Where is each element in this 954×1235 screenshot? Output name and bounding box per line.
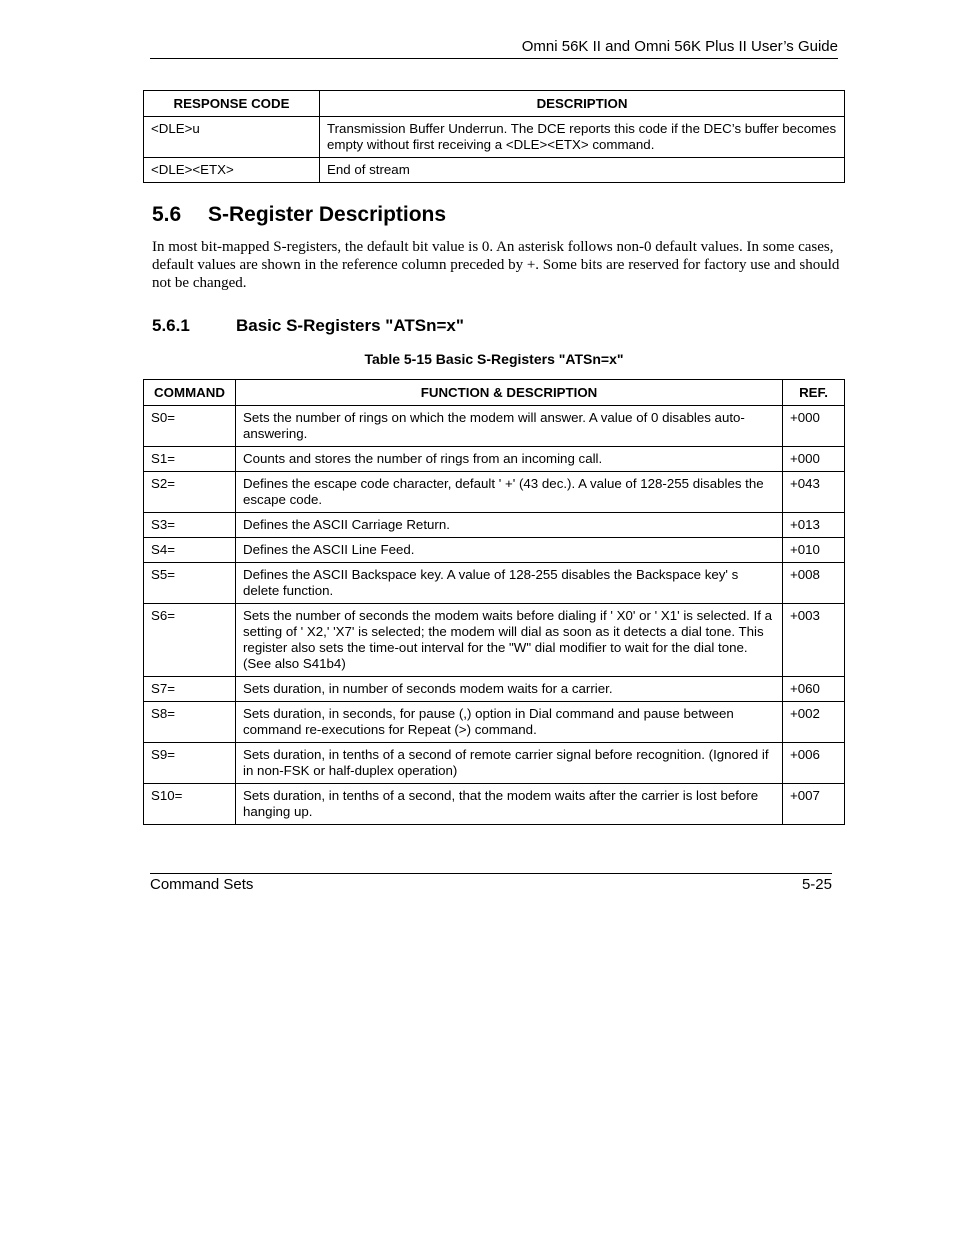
response-code-table	[143, 90, 845, 183]
ref-cell: +060	[783, 677, 845, 702]
description-cell: Defines the ASCII Line Feed.	[236, 538, 783, 563]
command-cell: S9=	[144, 743, 236, 784]
s-register-table	[143, 379, 845, 825]
section-title: S-Register Descriptions	[208, 203, 447, 226]
intro-paragraph: In most bit-mapped S-registers, the default bit value is 0. An asterisk follows non-0 default values. In some cases, default values are shown in the reference column preceded by +. Some bits are reserved for factory use and should not be changed.	[152, 239, 840, 291]
table-caption: Table 5-15 Basic S-Registers "ATSn=x"	[364, 351, 624, 367]
description-cell: End of stream	[320, 158, 845, 183]
description-cell: Sets the number of rings on which the modem will answer. A value of 0 disables auto-answering.	[236, 406, 783, 447]
description-cell: Defines the escape code character, default ' +' (43 dec.). A value of 128-255 disables the escape code.	[236, 472, 783, 513]
column-header-ref: REF.	[783, 380, 845, 406]
table-row	[144, 604, 845, 677]
table-header-row	[144, 91, 845, 117]
column-header-function: FUNCTION & DESCRIPTION	[236, 380, 783, 406]
command-cell: S8=	[144, 702, 236, 743]
description-cell: Sets the number of seconds the modem waits before dialing if ' X0' or ' X1' is selected. If a setting of ' X2,' 'X7' is selected; the modem will dial as soon as it detects a dial tone. This register also sets the time-out interval for the "W" dial modifier to wait for the dial tone. (See also S41b4)	[236, 604, 783, 677]
ref-cell: +002	[783, 702, 845, 743]
command-cell: S10=	[144, 784, 236, 825]
response-code-cell: <DLE><ETX>	[144, 158, 320, 183]
column-header-response-code: RESPONSE CODE	[144, 91, 320, 117]
ref-cell: +000	[783, 447, 845, 472]
table-row	[144, 677, 845, 702]
description-cell: Sets duration, in tenths of a second, that the modem waits after the carrier is lost before hanging up.	[236, 784, 783, 825]
command-cell: S3=	[144, 513, 236, 538]
description-cell: Sets duration, in number of seconds modem waits for a carrier.	[236, 677, 783, 702]
ref-cell: +008	[783, 563, 845, 604]
ref-cell: +000	[783, 406, 845, 447]
command-cell: S0=	[144, 406, 236, 447]
table-row	[144, 538, 845, 563]
subsection-title: Basic S-Registers "ATSn=x"	[236, 316, 464, 335]
page-footer	[150, 873, 832, 893]
table-row	[144, 117, 845, 158]
command-cell: S5=	[144, 563, 236, 604]
ref-cell: +013	[783, 513, 845, 538]
ref-cell: +043	[783, 472, 845, 513]
guide-title: Omni 56K II and Omni 56K Plus II User’s Guide	[521, 38, 838, 55]
section-heading	[152, 203, 446, 227]
ref-cell: +010	[783, 538, 845, 563]
command-cell: S6=	[144, 604, 236, 677]
table-row	[144, 447, 845, 472]
table-row	[144, 472, 845, 513]
table-row	[144, 158, 845, 183]
table-header-row	[144, 380, 845, 406]
footer-chapter: Command Sets	[150, 876, 254, 893]
table-row	[144, 743, 845, 784]
command-cell: S7=	[144, 677, 236, 702]
response-code-cell: <DLE>u	[144, 117, 320, 158]
table-row	[144, 563, 845, 604]
command-cell: S2=	[144, 472, 236, 513]
table-row	[144, 513, 845, 538]
description-cell: Defines the ASCII Backspace key. A value of 128-255 disables the Backspace key' s delete function.	[236, 563, 783, 604]
section-number: 5.6	[152, 203, 182, 226]
ref-cell: +007	[783, 784, 845, 825]
description-cell: Defines the ASCII Carriage Return.	[236, 513, 783, 538]
table-row	[144, 702, 845, 743]
column-header-command: COMMAND	[144, 380, 236, 406]
ref-cell: +006	[783, 743, 845, 784]
description-cell: Sets duration, in seconds, for pause (,) option in Dial command and pause between command re-executions for Repeat (>) command.	[236, 702, 783, 743]
page-header	[150, 37, 838, 59]
subsection-number: 5.6.1	[152, 316, 190, 335]
description-cell: Transmission Buffer Underrun. The DCE reports this code if the DEC’s buffer becomes empty without first receiving a <DLE><ETX> command.	[320, 117, 845, 158]
description-cell: Counts and stores the number of rings from an incoming call.	[236, 447, 783, 472]
table-row	[144, 406, 845, 447]
description-cell: Sets duration, in tenths of a second of remote carrier signal before recognition. (Ignored if in non-FSK or half-duplex operation)	[236, 743, 783, 784]
page-number: 5-25	[801, 876, 832, 893]
subsection-heading	[152, 316, 464, 336]
command-cell: S1=	[144, 447, 236, 472]
table-row	[144, 784, 845, 825]
command-cell: S4=	[144, 538, 236, 563]
column-header-description: DESCRIPTION	[320, 91, 845, 117]
ref-cell: +003	[783, 604, 845, 677]
